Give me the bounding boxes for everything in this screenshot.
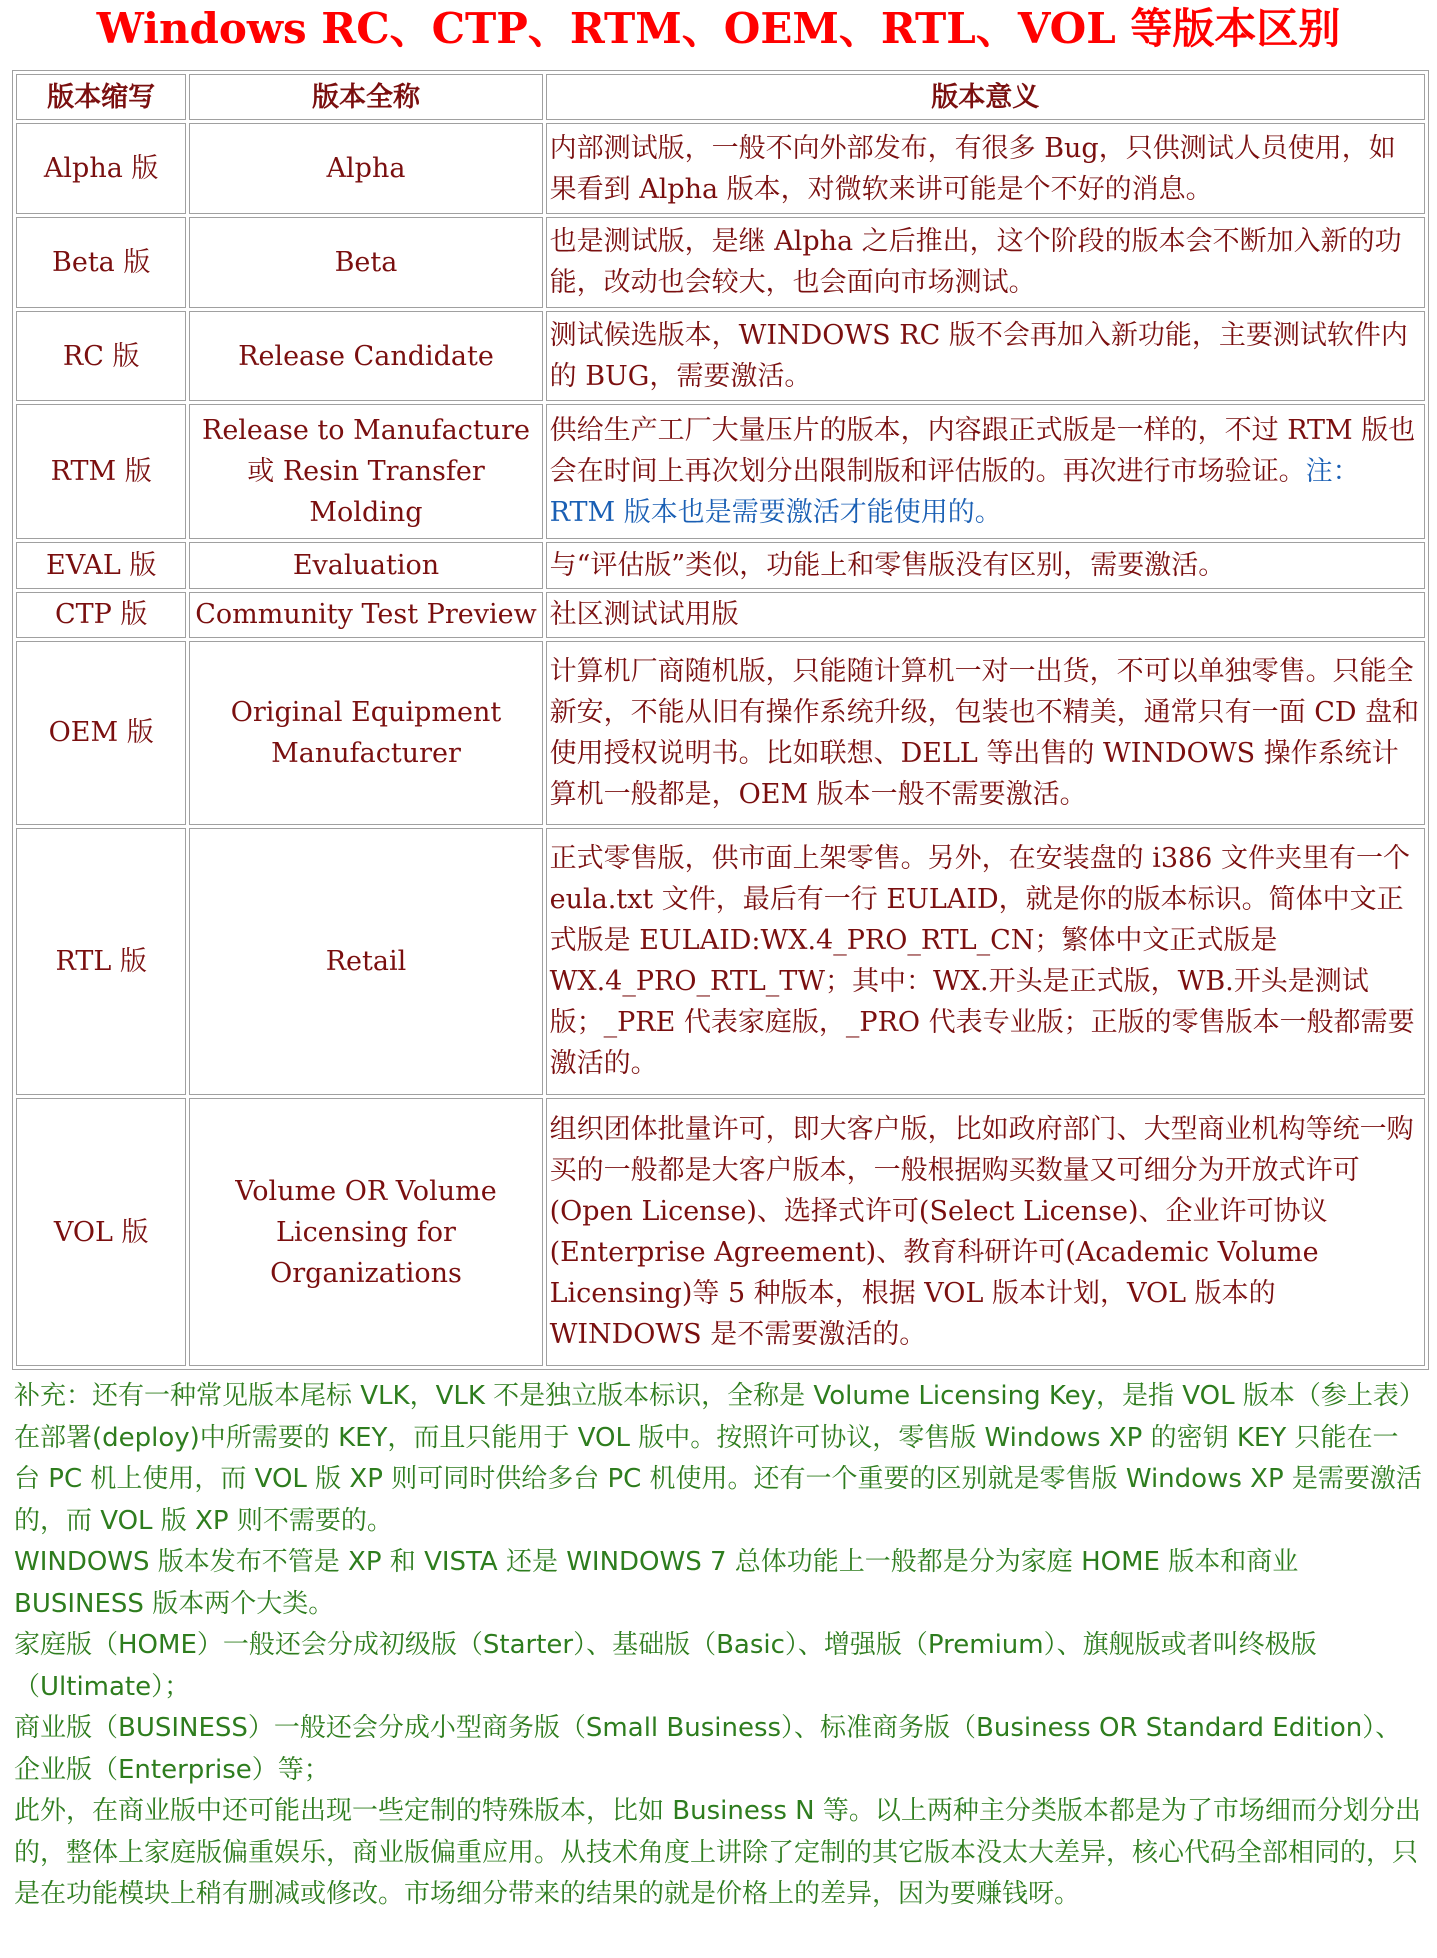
rtm-description: 供给生产工厂大量压片的版本，内容跟正式版是一样的，不过 RTM 版也会在时间上再次划分出限制版和评估版的。再次进行市场验证。 xyxy=(549,415,1416,488)
cell-abbr: RTM 版 xyxy=(16,404,186,539)
cell-abbr: RC 版 xyxy=(16,311,186,402)
cell-full-name: Retail xyxy=(189,828,542,1096)
note-paragraph: 家庭版（HOME）一般还会分成初级版（Starter）、基础版（Basic）、增强版（Premium）、旗舰版或者叫终极版（Ultimate）； xyxy=(14,1630,1317,1702)
note-paragraph: WINDOWS 版本发布不管是 XP 和 VISTA 还是 WINDOWS 7 总体功能上一般都是分为家庭 HOME 版本和商业 BUSINESS 版本两个大类。 xyxy=(14,1547,1299,1619)
cell-full-name: Beta xyxy=(189,217,542,308)
header-full-name: 版本全称 xyxy=(189,74,542,120)
cell-full-name: Evaluation xyxy=(189,542,542,588)
table-row xyxy=(16,123,1425,214)
note-paragraph: 商业版（BUSINESS）一般还会分成小型商务版（Small Business）、标准商务版（Business OR Standard Edition）、企业版（Enterprise）等； xyxy=(14,1713,1402,1785)
cell-meaning: 内部测试版，一般不向外部发布，有很多 Bug，只供测试人员使用，如果看到 Alpha 版本，对微软来讲可能是个不好的消息。 xyxy=(546,123,1425,214)
table-row xyxy=(16,311,1425,402)
table-row xyxy=(16,217,1425,308)
header-meaning: 版本意义 xyxy=(546,74,1425,120)
header-abbr: 版本缩写 xyxy=(16,74,186,120)
table-row xyxy=(16,641,1425,824)
table-header-row xyxy=(16,74,1425,120)
cell-abbr: Beta 版 xyxy=(16,217,186,308)
cell-meaning: 也是测试版，是继 Alpha 之后推出，这个阶段的版本会不断加入新的功能，改动也会较大，也会面向市场测试。 xyxy=(546,217,1425,308)
cell-meaning: 组织团体批量许可，即大客户版，比如政府部门、大型商业机构等统一购买的一般都是大客户版本，一般根据购买数量又可细分为开放式许可(Open License)、选择式许可(Select License)、企业许可协议(Enterprise Agreement)、教育科研许可(Academic Volume Licensing)等 5 种版本，根据 VOL 版本计划，VOL 版本的 WINDOWS 是不需要激活的。 xyxy=(546,1098,1425,1366)
note-paragraph: 此外，在商业版中还可能出现一些定制的特殊版本，比如 Business N 等。以上两种主分类版本都是为了市场细而分划分出的，整体上家庭版偏重娱乐，商业版偏重应用。从技术角度上讲除了定制的其它版本没太大差异，核心代码全部相同的，只是在功能模块上稍有删减或修改。市场细分带来的结果的就是价格上的差异，因为要赚钱呀。 xyxy=(14,1796,1421,1909)
note-paragraph: 补充：还有一种常见版本尾标 VLK，VLK 不是独立版本标识，全称是 Volume Licensing Key，是指 VOL 版本（参上表）在部署(deploy)中所需要的 KEY，而且只能用于 VOL 版中。按照许可协议，零售版 Windows XP 的密钥 KEY 只能在一台 PC 机上使用，而 VOL 版 XP 则可同时供给多台 PC 机使用。还有一个重要的区别就是零售版 Windows XP 是需要激活的，而 VOL 版 XP 则不需要的。 xyxy=(14,1381,1422,1536)
table-row xyxy=(16,404,1425,539)
cell-meaning: 与“评估版”类似，功能上和零售版没有区别，需要激活。 xyxy=(546,542,1425,588)
version-table xyxy=(12,70,1429,1370)
supplementary-notes xyxy=(14,1376,1424,1916)
rtm-activation-note: 注：RTM 版本也是需要激活才能使用的。 xyxy=(549,456,1360,529)
cell-full-name: Release to Manufacture 或 Resin Transfer Molding xyxy=(189,404,542,539)
cell-abbr: OEM 版 xyxy=(16,641,186,824)
table-row xyxy=(16,542,1425,588)
cell-meaning: 正式零售版，供市面上架零售。另外，在安装盘的 i386 文件夹里有一个 eula.txt 文件，最后有一行 EULAID，就是你的版本标识。简体中文正式版是 EULAID:WX.4_PRO_RTL_CN；繁体中文正式版是 WX.4_PRO_RTL_TW；其中：WX.开头是正式版，WB.开头是测试版；_PRE 代表家庭版，_PRO 代表专业版；正版的零售版本一般都需要激活的。 xyxy=(546,828,1425,1096)
cell-abbr: VOL 版 xyxy=(16,1098,186,1366)
table-row xyxy=(16,828,1425,1096)
cell-abbr: EVAL 版 xyxy=(16,542,186,588)
cell-meaning xyxy=(546,404,1425,539)
cell-full-name: Original Equipment Manufacturer xyxy=(189,641,542,824)
cell-full-name: Release Candidate xyxy=(189,311,542,402)
cell-full-name: Volume OR Volume Licensing for Organizations xyxy=(189,1098,542,1366)
cell-meaning: 测试候选版本，WINDOWS RC 版不会再加入新功能，主要测试软件内的 BUG，需要激活。 xyxy=(546,311,1425,402)
table-row xyxy=(16,1098,1425,1366)
cell-full-name: Community Test Preview xyxy=(189,592,542,638)
cell-abbr: Alpha 版 xyxy=(16,123,186,214)
cell-meaning: 计算机厂商随机版，只能随计算机一对一出货，不可以单独零售。只能全新安，不能从旧有操作系统升级，包装也不精美，通常只有一面 CD 盘和使用授权说明书。比如联想、DELL 等出售的 WINDOWS 操作系统计算机一般都是，OEM 版本一般不需要激活。 xyxy=(546,641,1425,824)
table-row xyxy=(16,592,1425,638)
cell-abbr: CTP 版 xyxy=(16,592,186,638)
page-title: Windows RC、CTP、RTM、OEM、RTL、VOL 等版本区别 xyxy=(96,4,1341,53)
cell-full-name: Alpha xyxy=(189,123,542,214)
cell-abbr: RTL 版 xyxy=(16,828,186,1096)
cell-meaning: 社区测试试用版 xyxy=(546,592,1425,638)
